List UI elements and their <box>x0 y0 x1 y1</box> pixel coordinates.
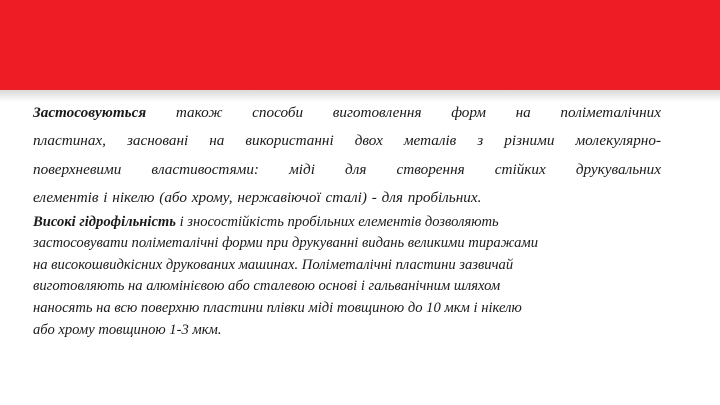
paragraph-2-line-5: наносять на всю поверхню пластини плівки міді товщиною до 10 мкм і нікелю <box>33 300 522 316</box>
paragraph-2-line-2: застосовувати поліметалічні форми при друкуванні видань великими тиражами <box>33 235 538 252</box>
paragraph-1-line-1 <box>33 99 661 127</box>
paragraph-1-lead: Застосовуються <box>33 104 147 121</box>
paragraph-2-line-1 <box>33 212 661 234</box>
paragraph-2-line-4: виготовляють на алюмінієвою або сталевою основі і гальванічним шляхом <box>33 278 501 295</box>
paragraph-1-line-1-text: також способи виготовлення форм на поліметалічних <box>146 104 661 121</box>
paragraph-1-line-2: пластинах, засновані на використанні двох металів з різними молекулярно- <box>33 132 661 150</box>
paragraph-1-line-4: елементів і нікелю (або хрому, нержавіючої сталі) - для пробільних. <box>33 189 482 207</box>
paragraph-1 <box>33 99 661 213</box>
paragraph-2 <box>33 212 661 342</box>
paragraph-2-line-3: на високошвидкісних друкованих машинах. Поліметалічні пластини зазвичай <box>33 256 514 273</box>
header-red-band <box>0 0 720 90</box>
paragraph-2-lead: Високі гідрофільність <box>33 213 176 230</box>
paragraph-2-line-1-text: і зносостійкість пробільних елементів дозволяють <box>175 213 499 230</box>
paragraph-1-line-3: поверхневими властивостями: міді для створення стійких друкувальних <box>33 160 661 178</box>
slide-body-text <box>33 99 661 341</box>
paragraph-2-line-6: або хрому товщиною 1-3 мкм. <box>33 321 222 338</box>
